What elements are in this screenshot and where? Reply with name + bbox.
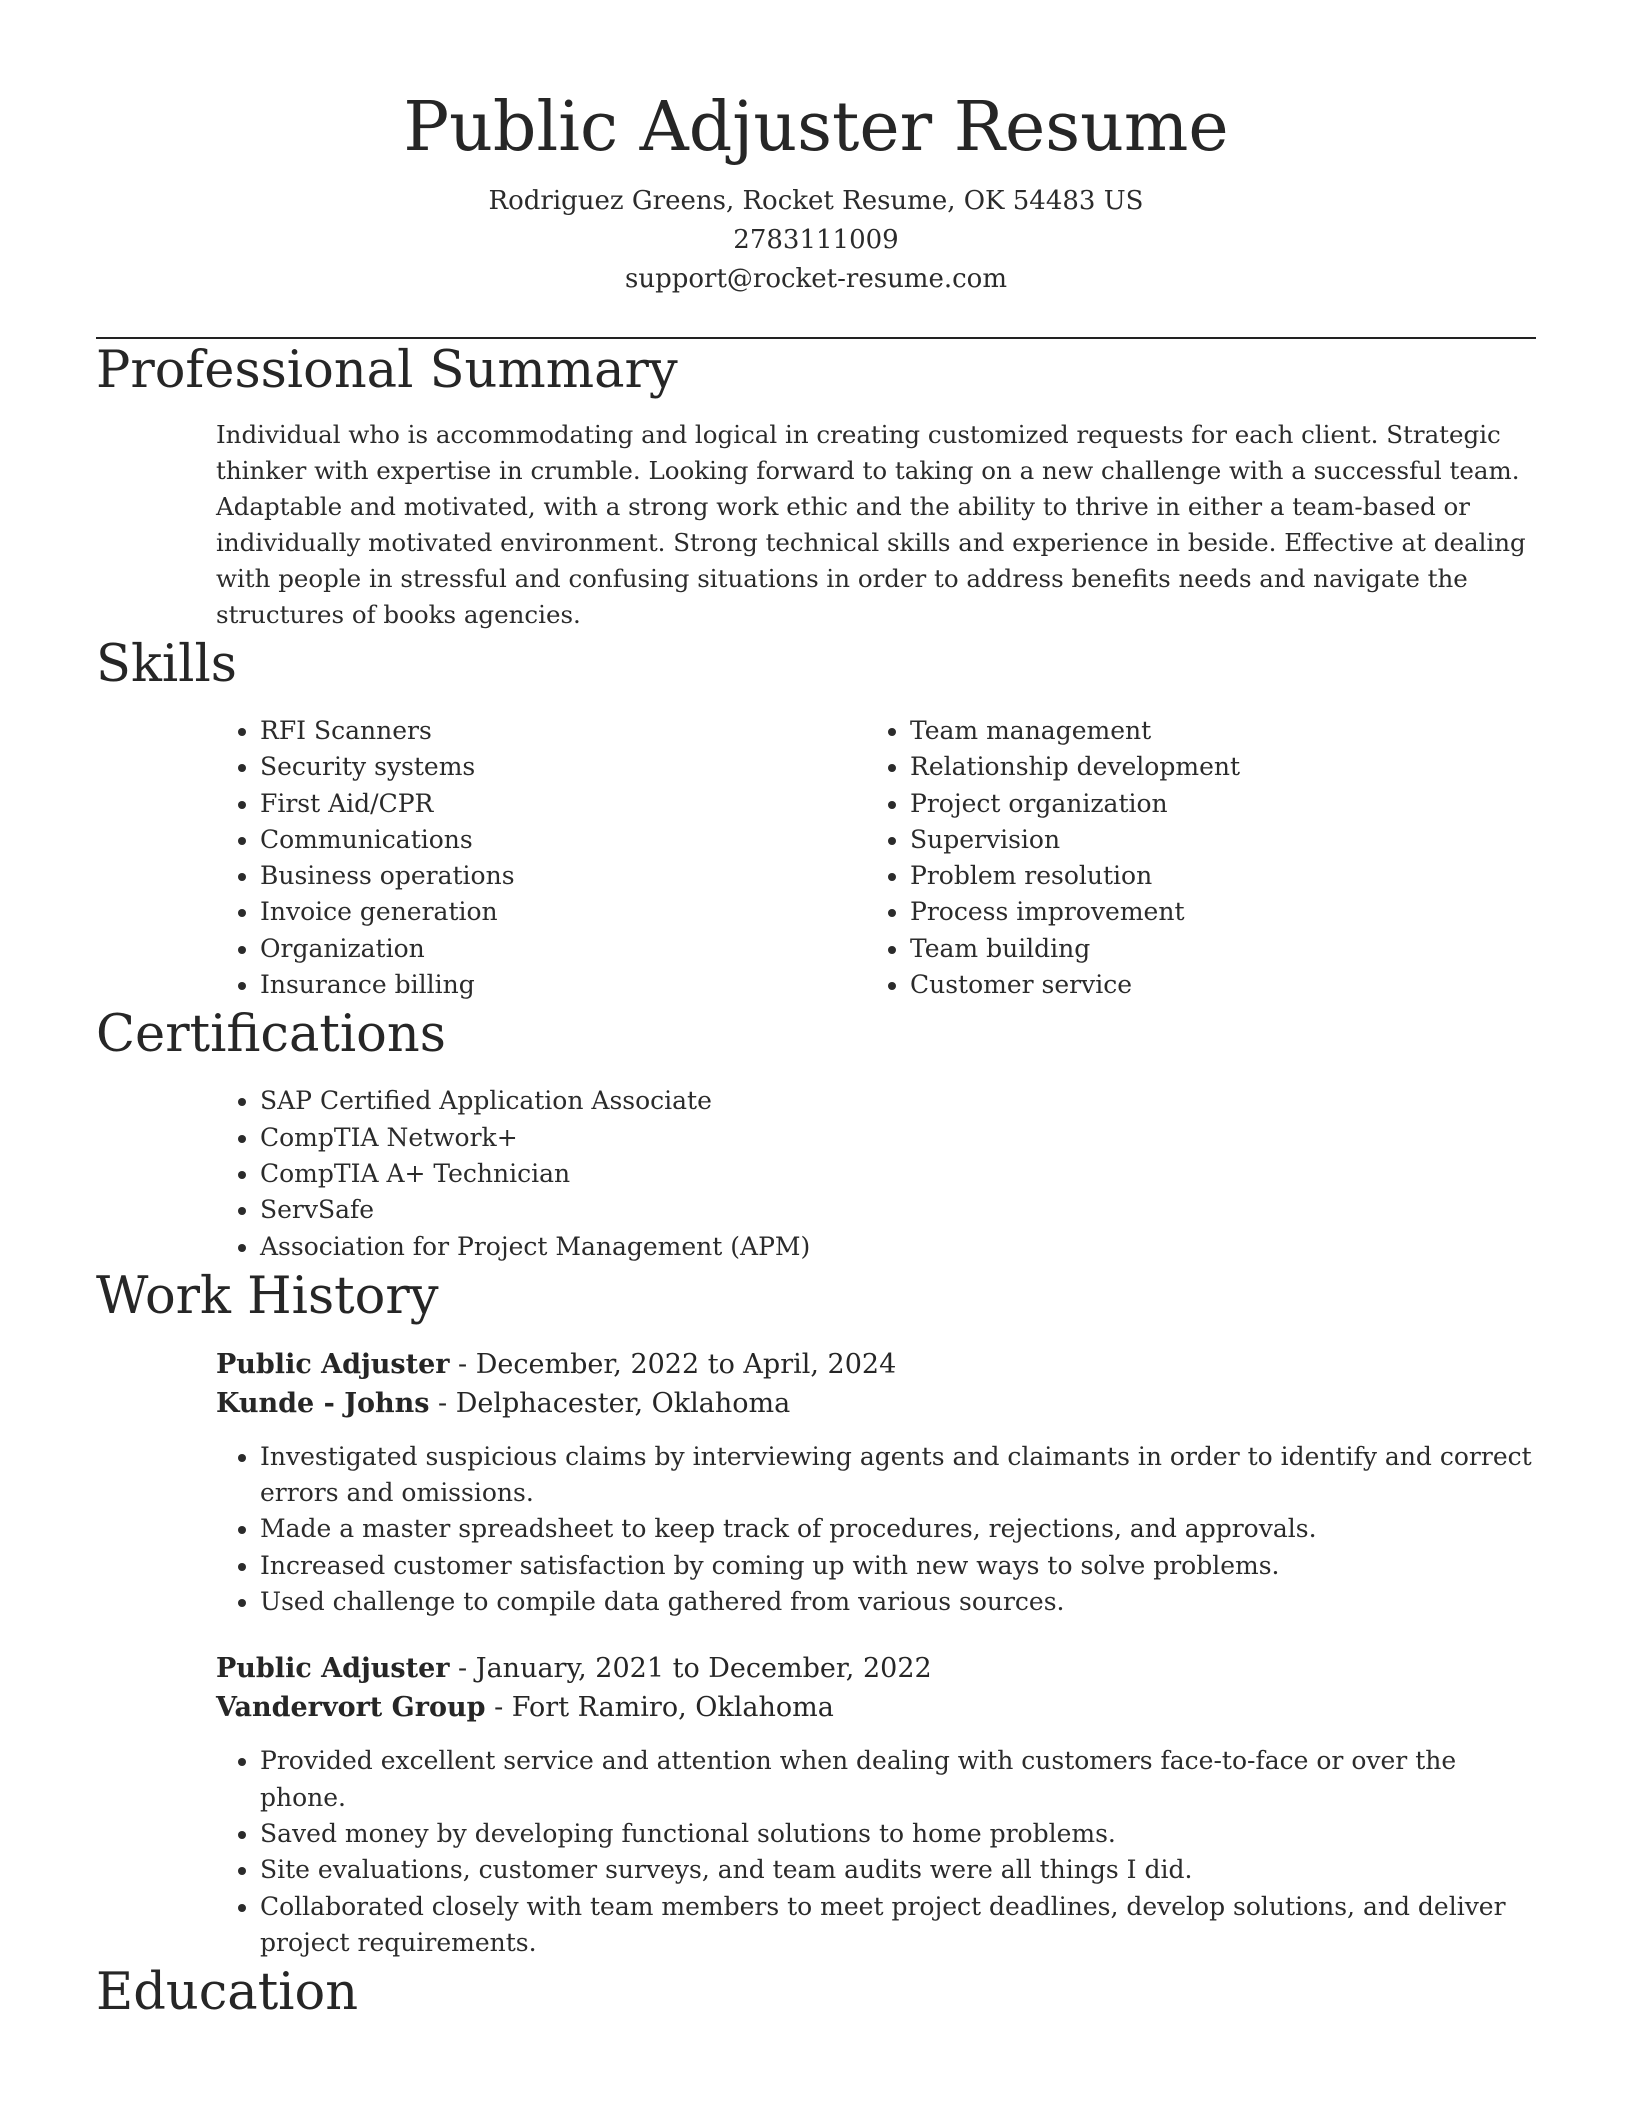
skill-item: • RFI Scanners (260, 713, 866, 749)
job-bullet: • Provided excellent service and attention when dealing with customers face-to-face or over the phone. (260, 1743, 1536, 1816)
skills-heading: Skills (96, 635, 237, 694)
summary-heading: Professional Summary (96, 341, 678, 400)
job-bullet: • Increased customer satisfaction by coming up with new ways to solve problems. (260, 1548, 1536, 1584)
job-company: Vandervort Group (216, 1692, 486, 1724)
skill-item: • Problem resolution (910, 858, 1516, 894)
skill-item: • Insurance billing (260, 967, 866, 1003)
job-title: Public Adjuster (216, 1348, 450, 1380)
summary-text: Individual who is accommodating and logical in creating customized requests for each client. Strategic thinker with expertise in crumble. Looking forward to taking on a new challenge with a successful team. Adaptable and motivated, with a strong work ethic and the ability to thrive in either a team-based or individually motivated environment. Strong technical skills and experience in beside. Effective at dealing with people in stressful and confusing situations in order to address benefits needs and navigate the structures of books agencies. (216, 420, 1526, 629)
work-history-heading: Work History (96, 1266, 439, 1326)
job-bullet: • Site evaluations, customer surveys, and team audits were all things I did. (260, 1852, 1536, 1888)
skill-item: • Team management (910, 713, 1516, 749)
certification-item: • CompTIA Network+ (260, 1120, 1536, 1156)
job-company-line (216, 1688, 1536, 1727)
job-bullet: • Collaborated closely with team members to meet project deadlines, develop solutions, and deliver project requirements. (260, 1889, 1536, 1962)
resume-page (96, 0, 1536, 2025)
email: support@rocket-resume.com (624, 264, 1007, 294)
resume-header (96, 0, 1536, 299)
certifications-heading: Certifications (96, 1005, 446, 1065)
certification-item: • ServSafe (260, 1192, 1536, 1228)
job-bullet: • Made a master spreadsheet to keep track of procedures, rejections, and approvals. (260, 1511, 1536, 1547)
skill-item: • Communications (260, 822, 866, 858)
skills-left-list (216, 713, 866, 1003)
job-dates: - January, 2021 to December, 2022 (449, 1653, 932, 1685)
education-heading: Education (96, 1963, 359, 2023)
job-dates: - December, 2022 to April, 2024 (449, 1348, 897, 1380)
skill-item: • Organization (260, 931, 866, 967)
contact-block (96, 182, 1536, 299)
skills-right-list (866, 713, 1516, 1003)
skill-item: • Relationship development (910, 749, 1516, 785)
skill-item: • Supervision (910, 822, 1516, 858)
job-bullet: • Used challenge to compile data gathered from various sources. (260, 1584, 1536, 1620)
certification-item: • SAP Certified Application Associate (260, 1083, 1536, 1119)
skill-item: • Project organization (910, 786, 1516, 822)
skill-item: • First Aid/CPR (260, 786, 866, 822)
job-company: Kunde - Johns (216, 1387, 430, 1419)
job-title-line (216, 1649, 1536, 1688)
resume-title: Public Adjuster Resume (403, 88, 1229, 167)
certification-item: • CompTIA A+ Technician (260, 1156, 1536, 1192)
job-company-line (216, 1384, 1536, 1423)
job-bullets (216, 1439, 1536, 1620)
job-entry (216, 1345, 1536, 1620)
skill-item: • Team building (910, 931, 1516, 967)
skill-item: • Invoice generation (260, 894, 866, 930)
skill-item: • Business operations (260, 858, 866, 894)
phone: 2783111009 (733, 225, 899, 255)
job-bullets (216, 1743, 1536, 1961)
skill-item: • Customer service (910, 967, 1516, 1003)
certifications-block (216, 1083, 1536, 1264)
job-entry (216, 1649, 1536, 1961)
skills-columns (216, 713, 1536, 1003)
job-bullet: • Saved money by developing functional solutions to home problems. (260, 1816, 1536, 1852)
certification-item: • Association for Project Management (APM) (260, 1229, 1536, 1265)
job-title: Public Adjuster (216, 1653, 450, 1685)
job-location: - Delphacester, Oklahoma (429, 1387, 791, 1419)
address: Rodriguez Greens, Rocket Resume, OK 54483 US (488, 186, 1144, 216)
skill-item: • Security systems (260, 749, 866, 785)
certifications-list (216, 1083, 1536, 1264)
job-location: - Fort Ramiro, Oklahoma (485, 1692, 834, 1724)
job-bullet: • Investigated suspicious claims by interviewing agents and claimants in order to identify and correct errors and omissions. (260, 1439, 1536, 1512)
skill-item: • Process improvement (910, 894, 1516, 930)
job-title-line (216, 1345, 1536, 1384)
